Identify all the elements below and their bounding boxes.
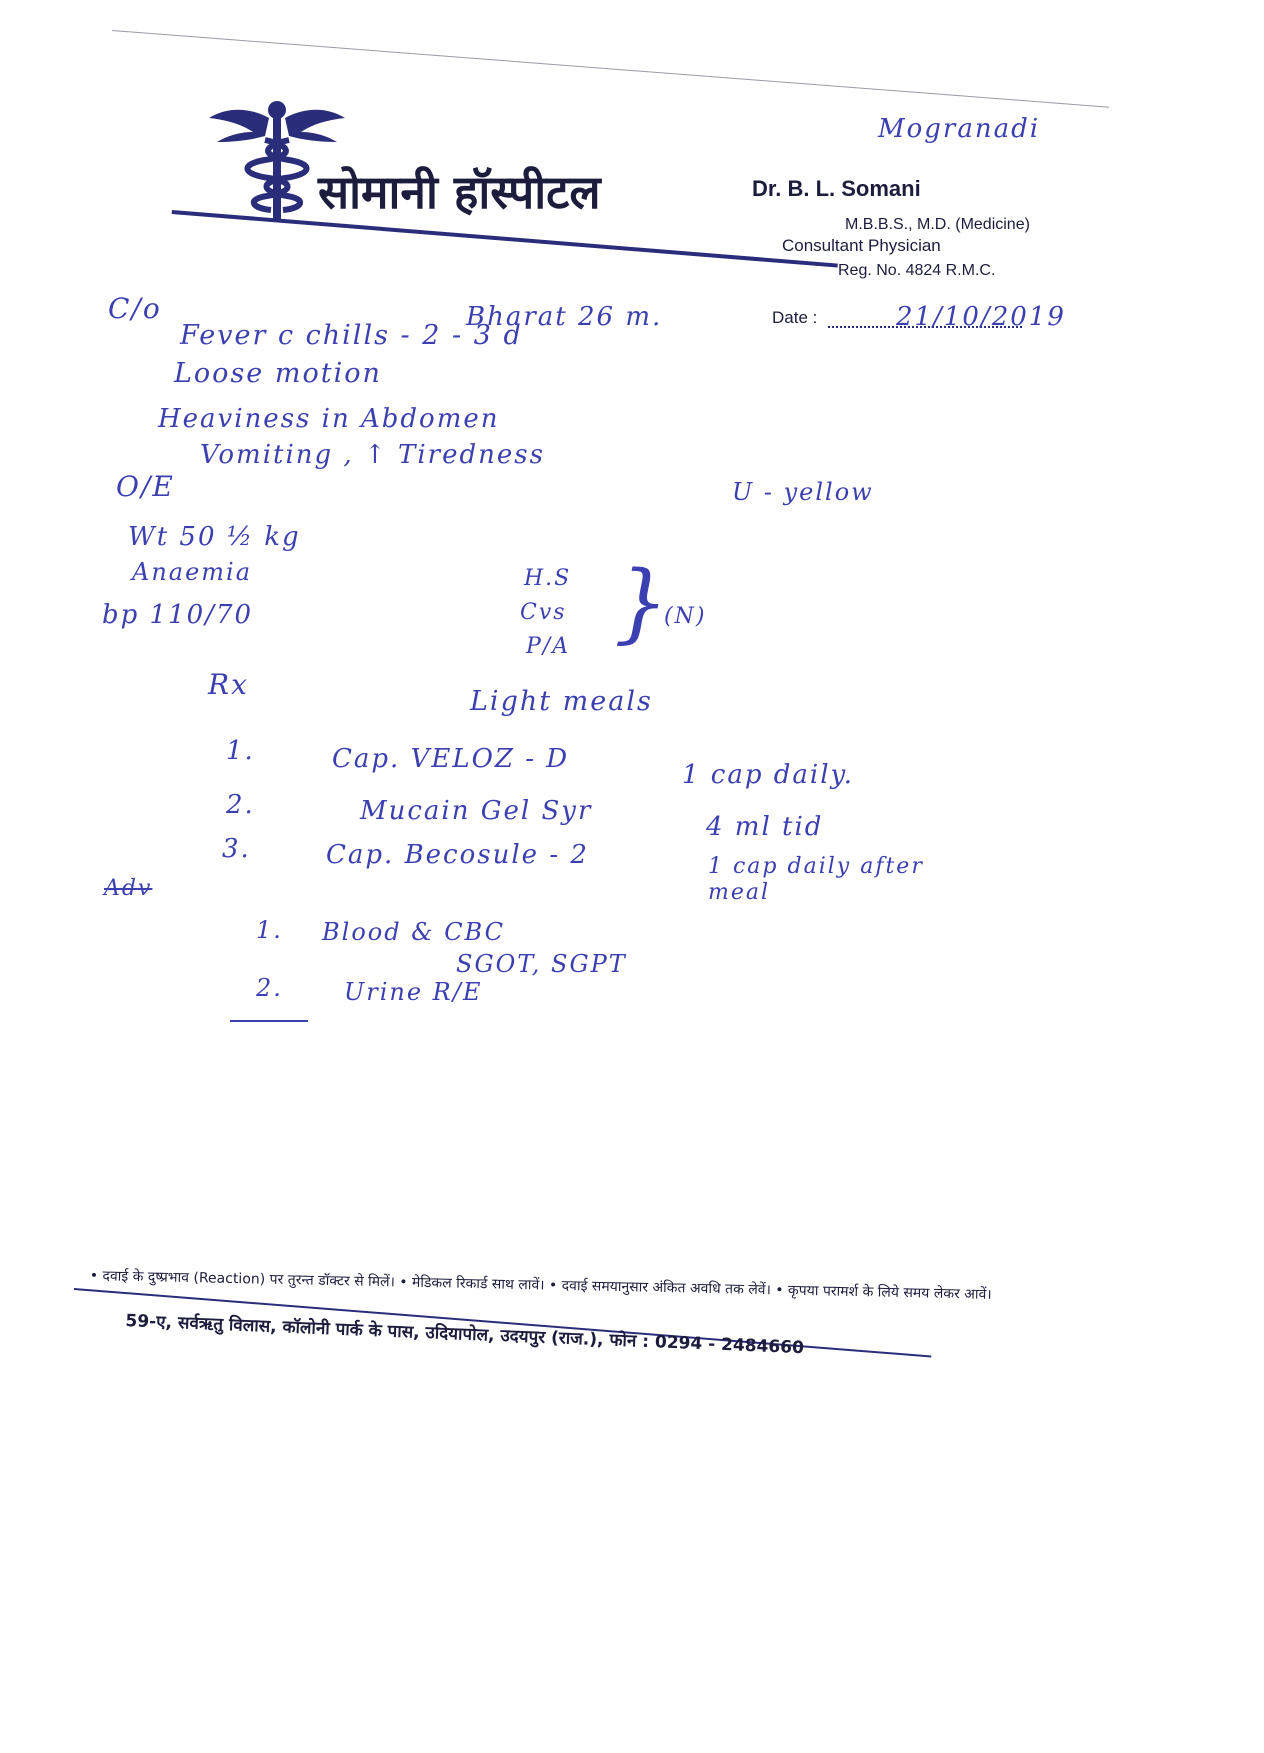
exam-weight: Wt 50 ½ kg (128, 522, 301, 552)
med-2-dose: 4 ml tid (706, 812, 824, 842)
med-3-dose: 1 cap daily after meal (708, 854, 924, 906)
complaint-vomiting: Vomiting , ↑ Tiredness (200, 440, 545, 470)
exam-bp: bp 110/70 (102, 600, 254, 630)
exam-pa: P/A (526, 634, 571, 659)
complaint-fever: Fever c chills - 2 - 3 d (180, 320, 523, 351)
med-2-name: Mucain Gel Syr (360, 796, 593, 826)
test-2-num: 2. (256, 974, 283, 1002)
doctor-designation: Consultant Physician (782, 236, 941, 255)
end-underline (230, 1020, 308, 1022)
exam-cvs: Cvs (520, 600, 567, 625)
med-1-num: 1. (226, 736, 255, 766)
hospital-name: सोमानी हॉस्पीटल (318, 165, 601, 219)
exam-result: (N) (664, 604, 707, 629)
med-3-name: Cap. Becosule - 2 (326, 840, 589, 870)
advice-marker: Adv (104, 876, 153, 901)
complaints-marker: C/o (108, 292, 162, 325)
doctor-name: Dr. B. L. Somani (752, 176, 921, 201)
date-label: Date : (772, 308, 818, 327)
exam-anaemia: Anaemia (132, 558, 253, 586)
med-1-dose: 1 cap daily. (682, 760, 855, 790)
diet-advice: Light meals (470, 686, 653, 717)
med-1-name: Cap. VELOZ - D (332, 744, 570, 774)
test-1b-name: SGOT, SGPT (456, 950, 627, 978)
patient-name-age: Bharat 26 m. (466, 302, 663, 332)
urine-note: U - yellow (732, 478, 874, 506)
top-right-note: Mogranadi (878, 114, 1041, 144)
med-3-num: 3. (222, 834, 251, 864)
date-value: 21/10/2019 (896, 302, 1066, 332)
test-1-num: 1. (256, 916, 283, 944)
doctor-registration: Reg. No. 4824 R.M.C. (838, 262, 996, 279)
exam-marker: O/E (116, 470, 175, 503)
doctor-qualification: M.B.B.S., M.D. (Medicine) (845, 216, 1030, 233)
test-1-name: Blood & CBC (322, 918, 506, 946)
rx-marker: Rx (208, 668, 249, 701)
test-2-name: Urine R/E (344, 978, 483, 1006)
footer-notice: • दवाई के दुष्प्रभाव (Reaction) पर तुरन्त डॉक्टर से मिलें। • मेडिकल रिकार्ड साथ लावें। • दवाई समयानुसार अंकित अवधि तक लेवें। • कृपया परामर्श के लिये समय लेकर आवें। (89, 1267, 992, 1303)
med-2-num: 2. (226, 790, 255, 820)
complaint-heaviness: Heaviness in Abdomen (158, 404, 500, 434)
complaint-loose-motion: Loose motion (174, 358, 382, 389)
exam-hs: H.S (524, 566, 572, 591)
footer-address: 59-ए, सर्वऋतु विलास, कॉलोनी पार्क के पास, उदियापोल, उदयपुर (राज.), फोन : 0294 - 2484660 (125, 1310, 805, 1359)
exam-brace: } (614, 553, 669, 653)
scan-edge-line (112, 30, 1109, 108)
